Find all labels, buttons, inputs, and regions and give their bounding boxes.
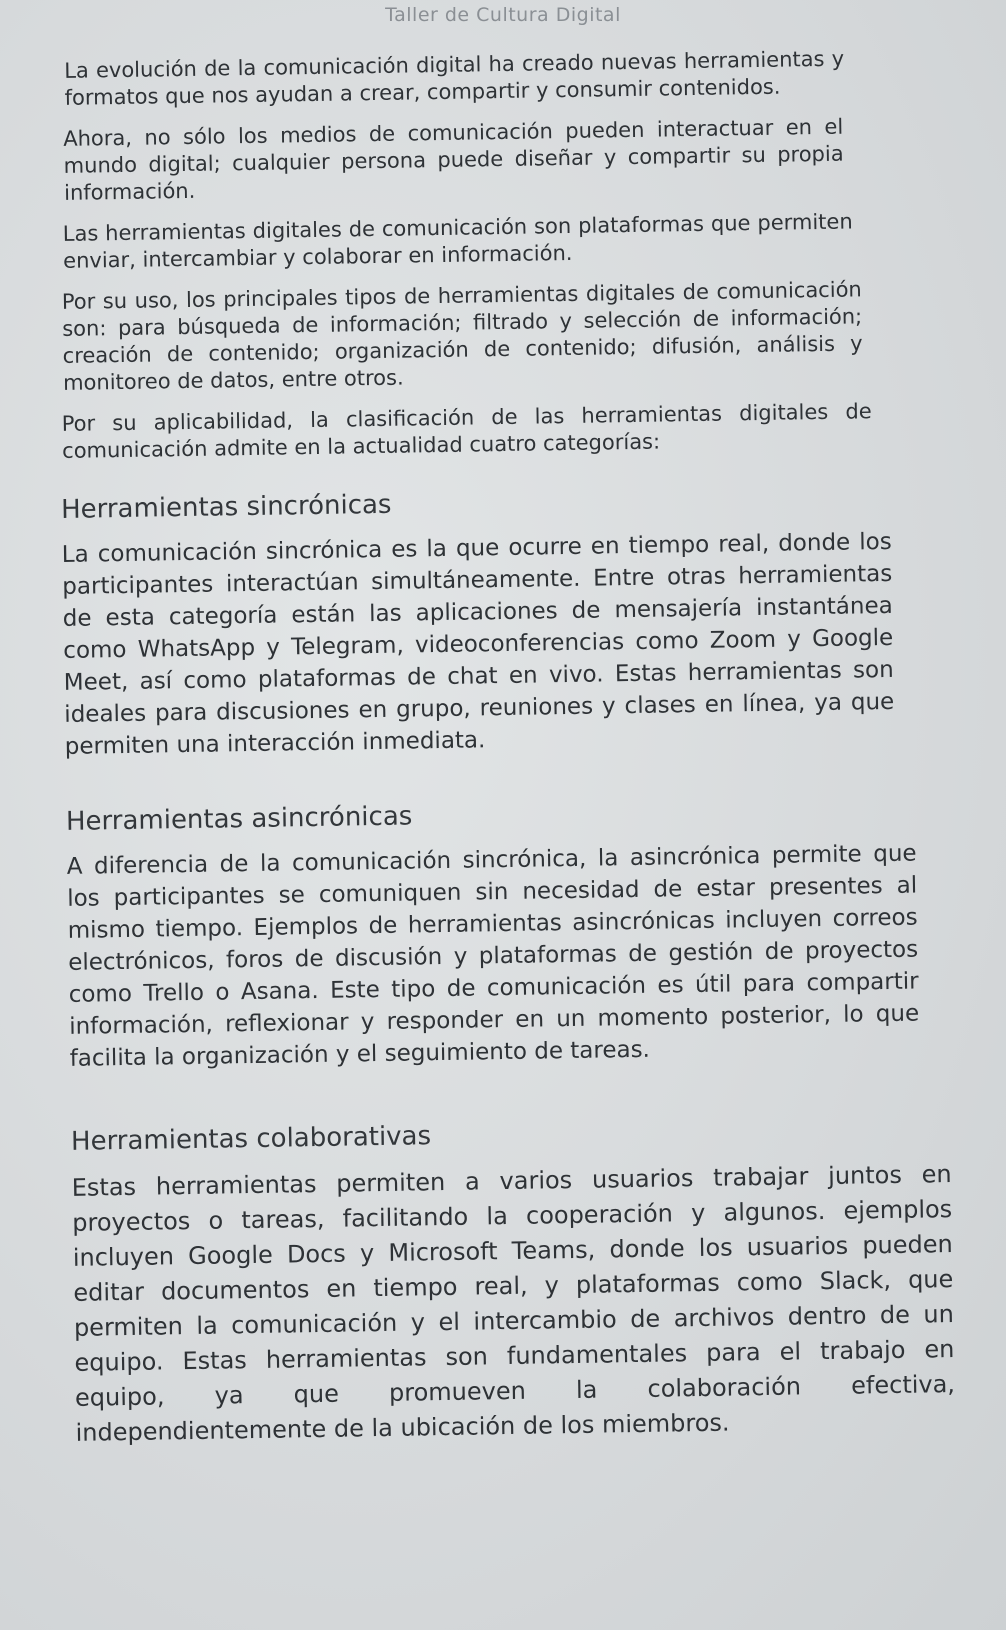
section-body-asynchronous: A diferencia de la comunicación sincrónica, la asincrónica permite que los participantes se comuniquen sin necesidad de estar presentes al mismo tiempo. Ejemplos de herramientas asincrónicas incluyen correos electrónicos, foros de discusión y plataformas de gestión de proyectos como Trello o Asana. Este tipo de comunicación es útil para compartir información, reflexionar y responder en un momento posterior, lo que facilita la organización y el seguimiento de tareas. <box>66 840 920 1072</box>
intro-block <box>54 44 940 465</box>
section-collaborative <box>71 1113 956 1451</box>
intro-paragraph-1: La evolución de la comunicación digital ha creado nuevas herramientas y formatos que nos ayudan a crear, compartir y consumir contenidos. <box>64 46 845 110</box>
section-heading-asynchronous: Herramientas asincrónicas <box>65 801 413 837</box>
intro-paragraph-5: Por su aplicabilidad, la clasificación de las herramientas digitales de comunicación admite en la actualidad cuatro categorías: <box>61 399 872 463</box>
intro-paragraph-3: Las herramientas digitales de comunicación son plataformas que permiten enviar, intercambiar y colaborar en información. <box>62 209 853 273</box>
section-body-synchronous: La comunicación sincrónica es la que ocurre en tiempo real, donde los participantes interactúan simultáneamente. Entre otras herramientas de esta categoría están las aplicaciones de mensajería instantánea como WhatsApp y Telegram, videoconferencias como Zoom y Google Meet, así como plataformas de chat en vivo. Estas herramientas son ideales para discusiones en grupo, reuniones y clases en línea, ya que permiten una interacción inmediata. <box>61 528 895 760</box>
section-body-collaborative: Estas herramientas permiten a varios usuarios trabajar juntos en proyectos o tareas, facilitando la cooperación y algunos. ejemplos incluyen Google Docs y Microsoft Teams, donde los usuarios pueden editar documentos en tiempo real, y plataformas como Slack, que permiten la comunicación y el intercambio de archivos dentro de un equipo. Estas herramientas son fundamentales para el trabajo en equipo, ya que promueven la colaboración efectiva, independientemente de la ubicación de los miembros. <box>71 1160 956 1447</box>
intro-paragraph-2: Ahora, no sólo los medios de comunicación pueden interactuar en el mundo digital; cualquier persona puede diseñar y compartir su propia información. <box>63 114 844 205</box>
intro-paragraph-4: Por su uso, los principales tipos de herramientas digitales de comunicación son: para búsqueda de información; filtrado y selección de información; creación de contenido; organización de contenido; difusión, análisis y monitoreo de datos, entre otros. <box>61 277 863 395</box>
section-heading-synchronous: Herramientas sincrónicas <box>60 489 392 525</box>
section-asynchronous <box>66 794 920 1075</box>
running-head: Taller de Cultura Digital <box>385 4 621 26</box>
section-synchronous <box>61 482 895 763</box>
section-heading-collaborative: Herramientas colaborativas <box>70 1121 432 1157</box>
document-body <box>54 44 956 1451</box>
